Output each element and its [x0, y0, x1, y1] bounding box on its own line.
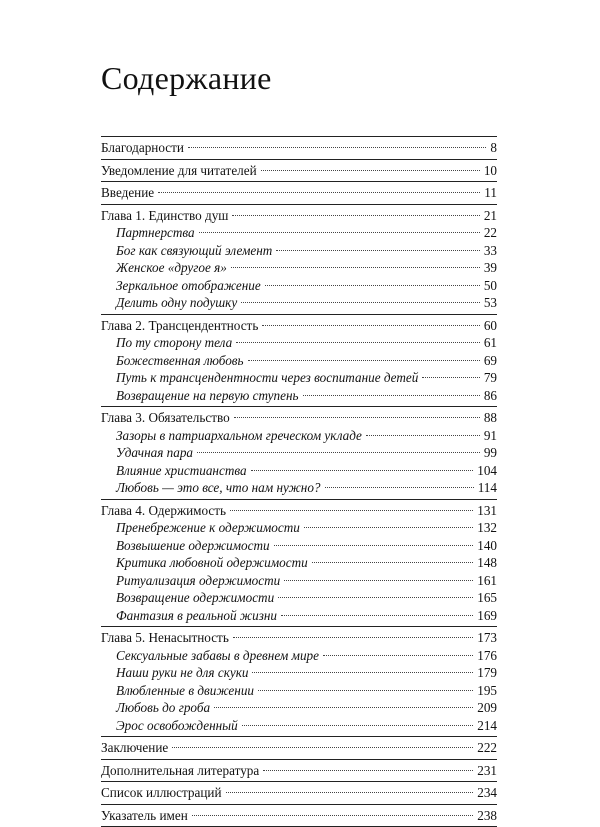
- dot-leader: [188, 147, 486, 148]
- toc-page-number: 60: [484, 317, 497, 335]
- toc-entry-label: Путь к трансцендентности через воспитание детей: [116, 369, 418, 387]
- toc-entry-label: Благодарности: [101, 139, 184, 157]
- toc-subentry[interactable]: [101, 224, 497, 242]
- toc-subentry[interactable]: [101, 352, 497, 370]
- toc-entry-label: Возвращение одержимости: [116, 589, 274, 607]
- toc-entry-label: Зазоры в патриархальном греческом укладе: [116, 427, 362, 445]
- toc-page-number: 86: [484, 387, 497, 405]
- toc-page-number: 238: [477, 807, 497, 825]
- toc-entry-label: Влюбленные в движении: [116, 682, 254, 700]
- toc-entry-label: Возвышение одержимости: [116, 537, 270, 555]
- toc-page-number: 104: [477, 462, 497, 480]
- dot-leader: [192, 815, 473, 816]
- dot-leader: [258, 690, 473, 691]
- toc-entry-label: Наши руки не для скуки: [116, 664, 248, 682]
- dot-leader: [261, 170, 480, 171]
- dot-leader: [304, 527, 473, 528]
- dot-leader: [226, 792, 474, 793]
- toc-entry-label: Любовь до гроба: [116, 699, 210, 717]
- toc-subentry[interactable]: [101, 589, 497, 607]
- toc-page-number: 222: [477, 739, 497, 757]
- toc-subentry[interactable]: [101, 462, 497, 480]
- toc-entry[interactable]: [101, 629, 497, 647]
- toc-entry[interactable]: [101, 762, 497, 780]
- toc-page-number: 99: [484, 444, 497, 462]
- dot-leader: [303, 395, 480, 396]
- toc-subentry[interactable]: [101, 387, 497, 405]
- toc-section: [101, 626, 497, 736]
- toc-entry[interactable]: [101, 184, 497, 202]
- toc-section: [101, 781, 497, 804]
- toc-section: [101, 736, 497, 759]
- dot-leader: [251, 470, 474, 471]
- toc-page-number: 10: [484, 162, 497, 180]
- toc-page-number: 11: [484, 184, 497, 202]
- toc-entry-label: Глава 2. Трансцендентность: [101, 317, 258, 335]
- toc-page-number: 148: [477, 554, 497, 572]
- toc-entry-label: Глава 4. Одержимость: [101, 502, 226, 520]
- toc-entry-label: Бог как связующий элемент: [116, 242, 272, 260]
- toc-entry-label: Указатель имен: [101, 807, 188, 825]
- toc-page-number: 234: [477, 784, 497, 802]
- toc-entry-label: Возвращение на первую ступень: [116, 387, 299, 405]
- dot-leader: [281, 615, 473, 616]
- toc-page-number: 169: [477, 607, 497, 625]
- toc-page-number: 53: [484, 294, 497, 312]
- toc-entry-label: Эрос освобожденный: [116, 717, 238, 735]
- toc-subentry[interactable]: [101, 537, 497, 555]
- toc-entry-label: Божественная любовь: [116, 352, 244, 370]
- toc-entry[interactable]: [101, 784, 497, 802]
- toc-entry-label: Партнерства: [116, 224, 195, 242]
- toc-subentry[interactable]: [101, 427, 497, 445]
- toc-entry-label: Любовь — это все, что нам нужно?: [116, 479, 321, 497]
- toc-page-number: 79: [484, 369, 497, 387]
- toc-page-number: 176: [477, 647, 497, 665]
- dot-leader: [233, 637, 473, 638]
- dot-leader: [323, 655, 473, 656]
- toc-subentry[interactable]: [101, 259, 497, 277]
- toc-subentry[interactable]: [101, 554, 497, 572]
- dot-leader: [276, 250, 479, 251]
- toc-subentry[interactable]: [101, 479, 497, 497]
- toc-subentry[interactable]: [101, 242, 497, 260]
- toc-page-number: 50: [484, 277, 497, 295]
- toc-subentry[interactable]: [101, 519, 497, 537]
- toc-subentry[interactable]: [101, 294, 497, 312]
- toc-subentry[interactable]: [101, 607, 497, 625]
- dot-leader: [312, 562, 474, 563]
- toc-page-number: 61: [484, 334, 497, 352]
- toc-page-number: 69: [484, 352, 497, 370]
- toc-subentry[interactable]: [101, 444, 497, 462]
- dot-leader: [231, 267, 480, 268]
- toc-subentry[interactable]: [101, 664, 497, 682]
- dot-leader: [199, 232, 480, 233]
- dot-leader: [158, 192, 480, 193]
- toc-entry[interactable]: [101, 409, 497, 427]
- toc-page-number: 161: [477, 572, 497, 590]
- toc-section: [101, 759, 497, 782]
- toc-page-number: 33: [484, 242, 497, 260]
- toc-page-number: 140: [477, 537, 497, 555]
- toc-section: [101, 804, 497, 827]
- toc-entry-label: Введение: [101, 184, 154, 202]
- toc-subentry[interactable]: [101, 699, 497, 717]
- toc-entry-label: Критика любовной одержимости: [116, 554, 308, 572]
- toc-subentry[interactable]: [101, 647, 497, 665]
- dot-leader: [197, 452, 480, 453]
- toc-entry-label: Влияние христианства: [116, 462, 247, 480]
- toc-page-number: 132: [477, 519, 497, 537]
- toc-entry[interactable]: [101, 162, 497, 180]
- toc-page-number: 22: [484, 224, 497, 242]
- dot-leader: [252, 672, 473, 673]
- toc-page-number: 39: [484, 259, 497, 277]
- dot-leader: [422, 377, 479, 378]
- toc-entry-label: Женское «другое я»: [116, 259, 227, 277]
- toc-entry-label: По ту сторону тела: [116, 334, 232, 352]
- toc-section: [101, 181, 497, 204]
- toc-page-number: 231: [477, 762, 497, 780]
- toc-subentry[interactable]: [101, 717, 497, 735]
- dot-leader: [278, 597, 473, 598]
- toc-section: [101, 406, 497, 499]
- toc-entry-label: Делить одну подушку: [116, 294, 237, 312]
- toc-page-number: 209: [477, 699, 497, 717]
- toc-entry[interactable]: [101, 207, 497, 225]
- toc-page-number: 195: [477, 682, 497, 700]
- toc-page-number: 179: [477, 664, 497, 682]
- toc-subentry[interactable]: [101, 682, 497, 700]
- dot-leader: [263, 770, 473, 771]
- toc-entry-label: Сексуальные забавы в древнем мире: [116, 647, 319, 665]
- toc-entry-label: Удачная пара: [116, 444, 193, 462]
- toc-entry[interactable]: [101, 139, 497, 157]
- dot-leader: [214, 707, 473, 708]
- toc-entry[interactable]: [101, 807, 497, 825]
- dot-leader: [236, 342, 480, 343]
- toc-page-number: 165: [477, 589, 497, 607]
- toc-entry[interactable]: [101, 317, 497, 335]
- table-of-contents: [101, 136, 497, 827]
- toc-page-number: 173: [477, 629, 497, 647]
- dot-leader: [274, 545, 474, 546]
- dot-leader: [172, 747, 473, 748]
- page-title: Содержание: [101, 62, 272, 94]
- dot-leader: [265, 285, 480, 286]
- dot-leader: [242, 725, 474, 726]
- dot-leader: [366, 435, 480, 436]
- toc-section: [101, 499, 497, 627]
- toc-entry-label: Пренебрежение к одержимости: [116, 519, 300, 537]
- toc-entry-label: Ритуализация одержимости: [116, 572, 280, 590]
- toc-entry-label: Заключение: [101, 739, 168, 757]
- toc-entry-label: Дополнительная литература: [101, 762, 259, 780]
- toc-page-number: 214: [477, 717, 497, 735]
- toc-entry[interactable]: [101, 502, 497, 520]
- toc-section: [101, 159, 497, 182]
- dot-leader: [232, 215, 479, 216]
- dot-leader: [325, 487, 474, 488]
- toc-page-number: 114: [478, 479, 497, 497]
- toc-page-number: 91: [484, 427, 497, 445]
- toc-entry-label: Уведомление для читателей: [101, 162, 257, 180]
- dot-leader: [284, 580, 473, 581]
- toc-section: [101, 314, 497, 407]
- toc-page-number: 88: [484, 409, 497, 427]
- dot-leader: [262, 325, 479, 326]
- toc-entry-label: Глава 1. Единство душ: [101, 207, 228, 225]
- toc-entry-label: Глава 5. Ненасытность: [101, 629, 229, 647]
- toc-entry-label: Фантазия в реальной жизни: [116, 607, 277, 625]
- dot-leader: [230, 510, 473, 511]
- toc-subentry[interactable]: [101, 334, 497, 352]
- toc-subentry[interactable]: [101, 369, 497, 387]
- toc-entry-label: Зеркальное отображение: [116, 277, 261, 295]
- toc-page-number: 21: [484, 207, 497, 225]
- toc-page-number: 8: [490, 139, 497, 157]
- toc-subentry[interactable]: [101, 572, 497, 590]
- toc-section: [101, 204, 497, 314]
- toc-entry-label: Глава 3. Обязательство: [101, 409, 230, 427]
- toc-entry[interactable]: [101, 739, 497, 757]
- dot-leader: [241, 302, 480, 303]
- toc-subentry[interactable]: [101, 277, 497, 295]
- toc-page-number: 131: [477, 502, 497, 520]
- toc-section: [101, 136, 497, 159]
- toc-entry-label: Список иллюстраций: [101, 784, 222, 802]
- dot-leader: [234, 417, 480, 418]
- dot-leader: [248, 360, 480, 361]
